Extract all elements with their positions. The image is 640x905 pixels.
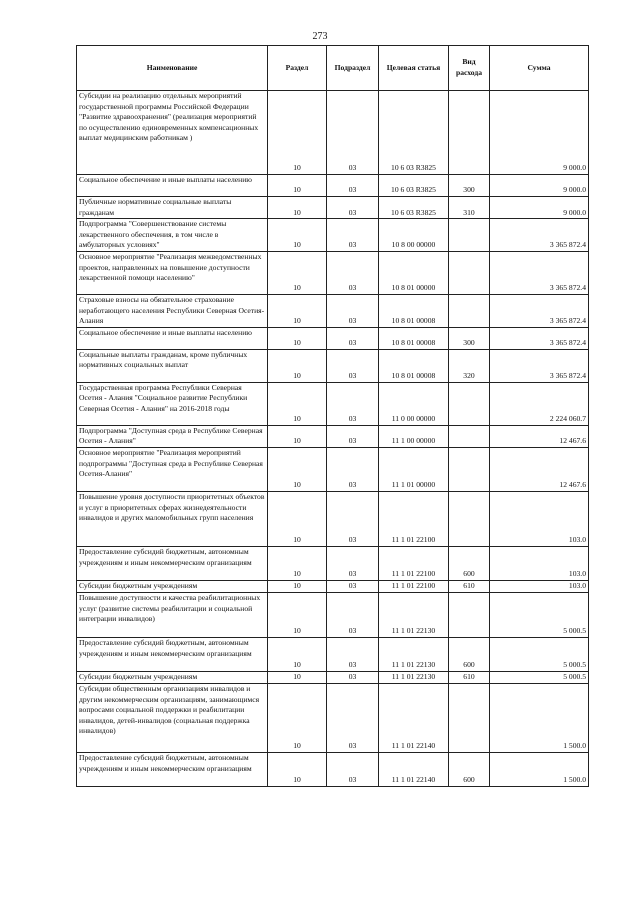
table-row bbox=[77, 219, 589, 252]
table-row bbox=[77, 671, 589, 683]
cell-section: 10 bbox=[268, 546, 327, 580]
cell-amount: 3 365 872.4 bbox=[490, 327, 589, 349]
cell-section: 10 bbox=[268, 491, 327, 546]
cell-expense-type: 600 bbox=[449, 546, 490, 580]
cell-target: 11 1 00 00000 bbox=[379, 425, 449, 447]
cell-section: 10 bbox=[268, 447, 327, 491]
cell-subsection: 03 bbox=[327, 592, 379, 637]
cell-section: 10 bbox=[268, 425, 327, 447]
header-target: Целевая статья bbox=[379, 46, 449, 91]
cell-name: Социальные выплаты гражданам, кроме публичных нормативных социальных выплат bbox=[77, 349, 268, 382]
cell-subsection: 03 bbox=[327, 91, 379, 175]
cell-name: Социальное обеспечение и иные выплаты населению bbox=[77, 327, 268, 349]
cell-amount: 9 000.0 bbox=[490, 197, 589, 219]
cell-section: 10 bbox=[268, 382, 327, 425]
cell-expense-type bbox=[449, 592, 490, 637]
cell-target: 11 1 01 00000 bbox=[379, 447, 449, 491]
cell-expense-type bbox=[449, 491, 490, 546]
cell-name: Государственная программа Республики Северная Осетия - Алания "Социальное развитие Республики Северная Осетия - Алания" на 2016-2018 годы bbox=[77, 382, 268, 425]
cell-subsection: 03 bbox=[327, 637, 379, 671]
cell-expense-type: 610 bbox=[449, 580, 490, 592]
table-row bbox=[77, 91, 589, 175]
cell-name: Основное мероприятие "Реализация межведомственных проектов, направленных на повышение доступности лекарственной помощи населению" bbox=[77, 251, 268, 294]
cell-target: 10 8 01 00008 bbox=[379, 349, 449, 382]
cell-subsection: 03 bbox=[327, 546, 379, 580]
cell-section: 10 bbox=[268, 91, 327, 175]
header-section: Раздел bbox=[268, 46, 327, 91]
cell-expense-type: 300 bbox=[449, 175, 490, 197]
cell-subsection: 03 bbox=[327, 175, 379, 197]
cell-target: 11 1 01 22130 bbox=[379, 671, 449, 683]
cell-section: 10 bbox=[268, 580, 327, 592]
table-row bbox=[77, 251, 589, 294]
cell-expense-type: 310 bbox=[449, 197, 490, 219]
cell-expense-type: 300 bbox=[449, 327, 490, 349]
cell-amount: 103.0 bbox=[490, 546, 589, 580]
cell-subsection: 03 bbox=[327, 251, 379, 294]
cell-subsection: 03 bbox=[327, 580, 379, 592]
cell-amount: 3 365 872.4 bbox=[490, 251, 589, 294]
cell-subsection: 03 bbox=[327, 425, 379, 447]
cell-subsection: 03 bbox=[327, 447, 379, 491]
table-row bbox=[77, 294, 589, 327]
cell-name: Публичные нормативные социальные выплаты гражданам bbox=[77, 197, 268, 219]
cell-subsection: 03 bbox=[327, 219, 379, 252]
cell-section: 10 bbox=[268, 349, 327, 382]
cell-amount: 5 000.5 bbox=[490, 592, 589, 637]
table-row bbox=[77, 327, 589, 349]
cell-name: Страховые взносы на обязательное страхование неработающего населения Республики Северная Осетия-Алания bbox=[77, 294, 268, 327]
cell-amount: 3 365 872.4 bbox=[490, 219, 589, 252]
table-row bbox=[77, 491, 589, 546]
cell-target: 11 1 01 22130 bbox=[379, 592, 449, 637]
cell-section: 10 bbox=[268, 592, 327, 637]
cell-amount: 103.0 bbox=[490, 491, 589, 546]
cell-target: 10 8 01 00008 bbox=[379, 327, 449, 349]
cell-name: Основное мероприятие "Реализация мероприятий подпрограммы "Доступная среда в Республике Северная Осетия-Алания" bbox=[77, 447, 268, 491]
table-row bbox=[77, 546, 589, 580]
cell-name: Субсидии бюджетным учреждениям bbox=[77, 671, 268, 683]
cell-amount: 2 224 060.7 bbox=[490, 382, 589, 425]
cell-section: 10 bbox=[268, 251, 327, 294]
cell-name: Субсидии на реализацию отдельных мероприятий государственной программы Российской Федерации "Развитие здравоохранения" (реализация мероприятий по осуществлению единовременных компенсационных выплат медицинским работникам ) bbox=[77, 91, 268, 175]
cell-subsection: 03 bbox=[327, 491, 379, 546]
cell-section: 10 bbox=[268, 683, 327, 752]
header-amount: Сумма bbox=[490, 46, 589, 91]
cell-expense-type bbox=[449, 447, 490, 491]
cell-amount: 3 365 872.4 bbox=[490, 349, 589, 382]
cell-subsection: 03 bbox=[327, 671, 379, 683]
cell-expense-type: 610 bbox=[449, 671, 490, 683]
table-header-row bbox=[77, 46, 589, 91]
cell-name: Субсидии бюджетным учреждениям bbox=[77, 580, 268, 592]
cell-target: 10 6 03 R3825 bbox=[379, 91, 449, 175]
cell-name: Предоставление субсидий бюджетным, автономным учреждениям и иным некоммерческим организациям bbox=[77, 637, 268, 671]
cell-section: 10 bbox=[268, 752, 327, 786]
cell-amount: 3 365 872.4 bbox=[490, 294, 589, 327]
cell-subsection: 03 bbox=[327, 683, 379, 752]
cell-expense-type bbox=[449, 382, 490, 425]
cell-subsection: 03 bbox=[327, 752, 379, 786]
header-name: Наименование bbox=[77, 46, 268, 91]
table-row bbox=[77, 197, 589, 219]
cell-name: Предоставление субсидий бюджетным, автономным учреждениям и иным некоммерческим организациям bbox=[77, 546, 268, 580]
cell-target: 11 1 01 22100 bbox=[379, 580, 449, 592]
cell-amount: 1 500.0 bbox=[490, 752, 589, 786]
cell-subsection: 03 bbox=[327, 197, 379, 219]
header-expense-type: Вид расхода bbox=[449, 46, 490, 91]
cell-target: 10 8 01 00000 bbox=[379, 251, 449, 294]
header-subsection: Подраздел bbox=[327, 46, 379, 91]
cell-expense-type: 320 bbox=[449, 349, 490, 382]
cell-name: Предоставление субсидий бюджетным, автономным учреждениям и иным некоммерческим организациям bbox=[77, 752, 268, 786]
cell-subsection: 03 bbox=[327, 294, 379, 327]
table-row bbox=[77, 447, 589, 491]
table-row bbox=[77, 349, 589, 382]
cell-expense-type: 600 bbox=[449, 637, 490, 671]
cell-target: 11 1 01 22100 bbox=[379, 546, 449, 580]
table-row bbox=[77, 425, 589, 447]
table-row bbox=[77, 752, 589, 786]
cell-amount: 12 467.6 bbox=[490, 425, 589, 447]
cell-name: Субсидии общественным организациям инвалидов и другим некоммерческим организациям, занимающимся вопросами социальной поддержки и реабилитации инвалидов, детей-инвалидов (социальная поддержка инвалидов) bbox=[77, 683, 268, 752]
cell-section: 10 bbox=[268, 219, 327, 252]
cell-amount: 5 000.5 bbox=[490, 637, 589, 671]
cell-name: Повышение доступности и качества реабилитационных услуг (развитие системы реабилитации и социальной интеграции инвалидов) bbox=[77, 592, 268, 637]
cell-name: Повышение уровня доступности приоритетных объектов и услуг в приоритетных сферах жизнедеятельности инвалидов и других маломобильных групп населения bbox=[77, 491, 268, 546]
cell-target: 10 6 03 R3825 bbox=[379, 197, 449, 219]
budget-table bbox=[76, 45, 589, 787]
cell-target: 11 1 01 22100 bbox=[379, 491, 449, 546]
cell-expense-type bbox=[449, 425, 490, 447]
cell-section: 10 bbox=[268, 294, 327, 327]
cell-name: Подпрограмма "Доступная среда в Республике Северная Осетия - Алания" bbox=[77, 425, 268, 447]
cell-section: 10 bbox=[268, 327, 327, 349]
cell-amount: 103.0 bbox=[490, 580, 589, 592]
cell-target: 10 6 03 R3825 bbox=[379, 175, 449, 197]
cell-target: 10 8 01 00008 bbox=[379, 294, 449, 327]
cell-amount: 9 000.0 bbox=[490, 175, 589, 197]
cell-subsection: 03 bbox=[327, 349, 379, 382]
table-body bbox=[77, 91, 589, 787]
cell-subsection: 03 bbox=[327, 382, 379, 425]
table-row bbox=[77, 683, 589, 752]
table-row bbox=[77, 592, 589, 637]
cell-expense-type bbox=[449, 683, 490, 752]
cell-section: 10 bbox=[268, 671, 327, 683]
cell-section: 10 bbox=[268, 637, 327, 671]
cell-amount: 5 000.5 bbox=[490, 671, 589, 683]
table-row bbox=[77, 382, 589, 425]
cell-expense-type: 600 bbox=[449, 752, 490, 786]
table-row bbox=[77, 175, 589, 197]
cell-target: 11 1 01 22140 bbox=[379, 683, 449, 752]
cell-target: 11 1 01 22130 bbox=[379, 637, 449, 671]
cell-expense-type bbox=[449, 91, 490, 175]
page-number: 273 bbox=[312, 31, 328, 42]
cell-amount: 1 500.0 bbox=[490, 683, 589, 752]
cell-target: 10 8 00 00000 bbox=[379, 219, 449, 252]
cell-amount: 12 467.6 bbox=[490, 447, 589, 491]
cell-target: 11 1 01 22140 bbox=[379, 752, 449, 786]
cell-name: Социальное обеспечение и иные выплаты населению bbox=[77, 175, 268, 197]
table-row bbox=[77, 637, 589, 671]
table-row bbox=[77, 580, 589, 592]
cell-expense-type bbox=[449, 219, 490, 252]
cell-amount: 9 000.0 bbox=[490, 91, 589, 175]
cell-expense-type bbox=[449, 251, 490, 294]
cell-section: 10 bbox=[268, 175, 327, 197]
cell-target: 11 0 00 00000 bbox=[379, 382, 449, 425]
cell-section: 10 bbox=[268, 197, 327, 219]
cell-expense-type bbox=[449, 294, 490, 327]
cell-subsection: 03 bbox=[327, 327, 379, 349]
cell-name: Подпрограмма "Совершенствование системы лекарственного обеспечения, в том числе в амбулаторных условиях" bbox=[77, 219, 268, 252]
